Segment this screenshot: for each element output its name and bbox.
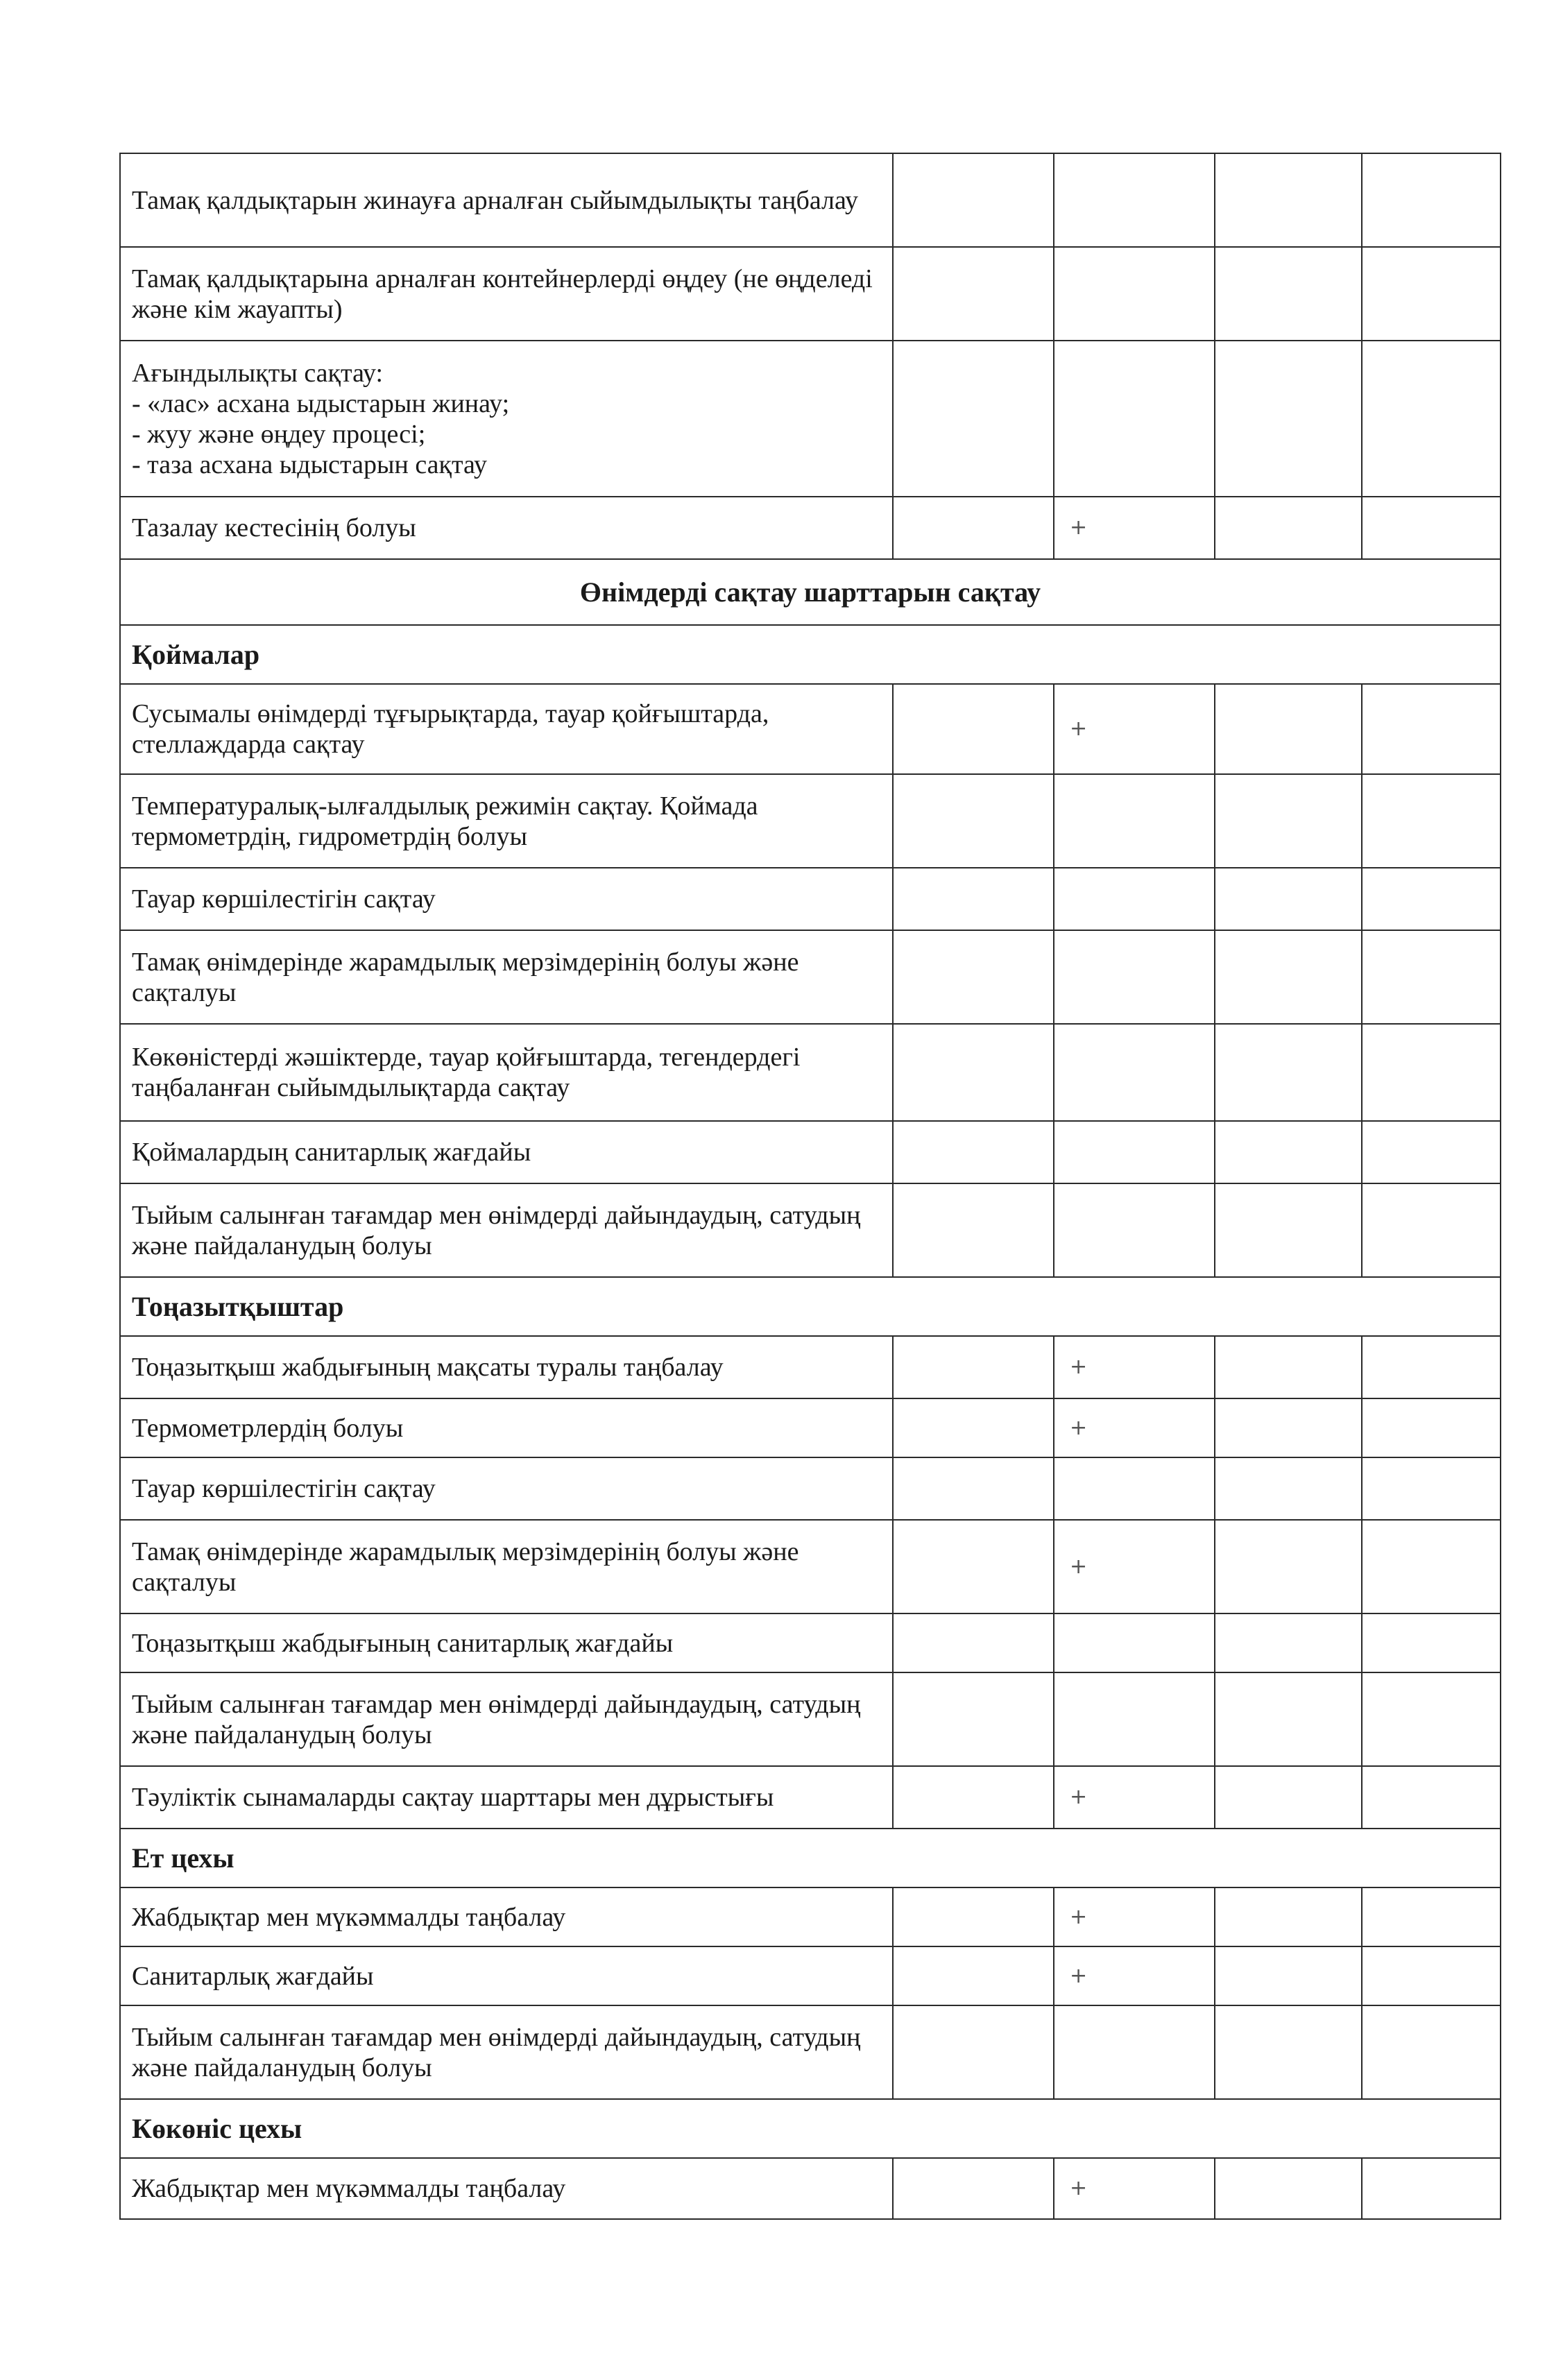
mark-cell-2 — [1054, 341, 1215, 497]
subsection-header-row — [120, 1829, 1501, 1887]
mark-cell-3 — [1215, 1766, 1362, 1829]
table-row — [120, 1946, 1501, 2005]
mark-cell-3 — [1215, 1672, 1362, 1766]
mark-cell-3 — [1215, 684, 1362, 774]
requirement-cell: Тауар көршілестігін сақтау — [120, 1457, 893, 1520]
requirement-cell: Тыйым салынған тағамдар мен өнімдерді дайындаудың, сатудың және пайдаланудың болуы — [120, 2005, 893, 2099]
mark-cell-2 — [1054, 1183, 1215, 1277]
section-header-row — [120, 559, 1501, 625]
mark-cell-2 — [1054, 1121, 1215, 1183]
subsection-title: Көкөніс цехы — [120, 2099, 1501, 2158]
requirement-cell: Ағындылықты сақтау: - «лас» асхана ыдыстарын жинау; - жуу және өңдеу процесі; - таза асхана ыдыстарын сақтау — [120, 341, 893, 497]
mark-cell-4 — [1362, 1672, 1501, 1766]
mark-cell-1 — [893, 930, 1054, 1024]
mark-cell-1 — [893, 1672, 1054, 1766]
checklist-table — [119, 153, 1501, 2220]
requirement-cell: Сусымалы өнімдерді тұғырықтарда, тауар қойғыштарда, стеллаждарда сақтау — [120, 684, 893, 774]
mark-cell-4 — [1362, 1398, 1501, 1457]
mark-cell-4 — [1362, 1457, 1501, 1520]
mark-cell-2 — [1054, 774, 1215, 868]
requirement-cell: Жабдықтар мен мүкәммалды таңбалау — [120, 2158, 893, 2219]
table-row — [120, 1766, 1501, 1829]
table-row — [120, 1121, 1501, 1183]
mark-cell-4 — [1362, 1766, 1501, 1829]
mark-cell-3 — [1215, 1946, 1362, 2005]
table-row — [120, 341, 1501, 497]
mark-cell-3 — [1215, 1121, 1362, 1183]
mark-cell-1 — [893, 153, 1054, 247]
mark-cell-2 — [1054, 868, 1215, 930]
mark-cell-3 — [1215, 774, 1362, 868]
requirement-cell: Тауар көршілестігін сақтау — [120, 868, 893, 930]
mark-cell-3 — [1215, 1024, 1362, 1121]
mark-cell-2: + — [1054, 684, 1215, 774]
table-row — [120, 774, 1501, 868]
mark-cell-3 — [1215, 1183, 1362, 1277]
mark-cell-2 — [1054, 1457, 1215, 1520]
mark-cell-1 — [893, 1183, 1054, 1277]
requirement-cell: Тамақ өнімдерінде жарамдылық мерзімдерінің болуы және сақталуы — [120, 930, 893, 1024]
mark-cell-1 — [893, 1398, 1054, 1457]
mark-cell-1 — [893, 2005, 1054, 2099]
mark-cell-1 — [893, 868, 1054, 930]
mark-cell-1 — [893, 1946, 1054, 2005]
subsection-header-row — [120, 625, 1501, 684]
mark-cell-2 — [1054, 153, 1215, 247]
mark-cell-4 — [1362, 1024, 1501, 1121]
table-body — [120, 153, 1501, 2219]
mark-cell-3 — [1215, 153, 1362, 247]
table-row — [120, 1672, 1501, 1766]
mark-cell-1 — [893, 1457, 1054, 1520]
requirement-cell: Температуралық-ылғалдылық режимін сақтау. Қоймада термометрдің, гидрометрдің болуы — [120, 774, 893, 868]
table-row — [120, 247, 1501, 341]
table-row — [120, 153, 1501, 247]
subsection-title: Тоңазытқыштар — [120, 1277, 1501, 1336]
mark-cell-3 — [1215, 1398, 1362, 1457]
mark-cell-4 — [1362, 2005, 1501, 2099]
mark-cell-1 — [893, 1766, 1054, 1829]
mark-cell-3 — [1215, 1336, 1362, 1398]
subsection-title: Ет цехы — [120, 1829, 1501, 1887]
table-row — [120, 684, 1501, 774]
table-row — [120, 1613, 1501, 1672]
mark-cell-2: + — [1054, 497, 1215, 559]
subsection-title: Қоймалар — [120, 625, 1501, 684]
table-row — [120, 1887, 1501, 1946]
mark-cell-2: + — [1054, 1766, 1215, 1829]
mark-cell-1 — [893, 1520, 1054, 1613]
mark-cell-3 — [1215, 1887, 1362, 1946]
requirement-cell: Тамақ өнімдерінде жарамдылық мерзімдерінің болуы және сақталуы — [120, 1520, 893, 1613]
mark-cell-1 — [893, 1336, 1054, 1398]
mark-cell-1 — [893, 2158, 1054, 2219]
mark-cell-3 — [1215, 868, 1362, 930]
requirement-cell: Тыйым салынған тағамдар мен өнімдерді дайындаудың, сатудың және пайдаланудың болуы — [120, 1672, 893, 1766]
table-row — [120, 2005, 1501, 2099]
requirement-cell: Көкөністерді жәшіктерде, тауар қойғыштарда, тегендердегі таңбаланған сыйымдылықтарда сақтау — [120, 1024, 893, 1121]
mark-cell-2: + — [1054, 1520, 1215, 1613]
section-title: Өнімдерді сақтау шарттарын сақтау — [120, 559, 1501, 625]
mark-cell-1 — [893, 1024, 1054, 1121]
mark-cell-4 — [1362, 1336, 1501, 1398]
mark-cell-2: + — [1054, 1887, 1215, 1946]
mark-cell-1 — [893, 247, 1054, 341]
mark-cell-4 — [1362, 153, 1501, 247]
mark-cell-4 — [1362, 341, 1501, 497]
mark-cell-2: + — [1054, 1946, 1215, 2005]
mark-cell-4 — [1362, 930, 1501, 1024]
mark-cell-4 — [1362, 1946, 1501, 2005]
mark-cell-1 — [893, 774, 1054, 868]
mark-cell-4 — [1362, 247, 1501, 341]
requirement-cell: Санитарлық жағдайы — [120, 1946, 893, 2005]
table-row — [120, 1520, 1501, 1613]
mark-cell-1 — [893, 497, 1054, 559]
mark-cell-1 — [893, 684, 1054, 774]
mark-cell-4 — [1362, 1520, 1501, 1613]
mark-cell-1 — [893, 341, 1054, 497]
mark-cell-2: + — [1054, 1398, 1215, 1457]
requirement-cell: Тазалау кестесінің болуы — [120, 497, 893, 559]
mark-cell-2: + — [1054, 2158, 1215, 2219]
mark-cell-4 — [1362, 497, 1501, 559]
mark-cell-4 — [1362, 1183, 1501, 1277]
mark-cell-2 — [1054, 2005, 1215, 2099]
table-row — [120, 1183, 1501, 1277]
mark-cell-3 — [1215, 247, 1362, 341]
mark-cell-3 — [1215, 1457, 1362, 1520]
requirement-cell: Термометрлердің болуы — [120, 1398, 893, 1457]
mark-cell-3 — [1215, 2005, 1362, 2099]
mark-cell-3 — [1215, 1520, 1362, 1613]
mark-cell-3 — [1215, 2158, 1362, 2219]
mark-cell-4 — [1362, 774, 1501, 868]
table-row — [120, 1024, 1501, 1121]
requirement-cell: Тоңазытқыш жабдығының мақсаты туралы таңбалау — [120, 1336, 893, 1398]
table-row — [120, 868, 1501, 930]
mark-cell-2 — [1054, 1613, 1215, 1672]
mark-cell-2 — [1054, 1024, 1215, 1121]
mark-cell-3 — [1215, 497, 1362, 559]
mark-cell-4 — [1362, 1121, 1501, 1183]
requirement-cell: Қоймалардың санитарлық жағдайы — [120, 1121, 893, 1183]
table-row — [120, 1398, 1501, 1457]
mark-cell-2 — [1054, 930, 1215, 1024]
mark-cell-1 — [893, 1887, 1054, 1946]
subsection-header-row — [120, 1277, 1501, 1336]
mark-cell-3 — [1215, 1613, 1362, 1672]
mark-cell-3 — [1215, 930, 1362, 1024]
requirement-cell: Тамақ қалдықтарына арналған контейнерлерді өңдеу (не өңделеді және кім жауапты) — [120, 247, 893, 341]
table-row — [120, 1457, 1501, 1520]
subsection-header-row — [120, 2099, 1501, 2158]
requirement-cell: Тыйым салынған тағамдар мен өнімдерді дайындаудың, сатудың және пайдаланудың болуы — [120, 1183, 893, 1277]
mark-cell-1 — [893, 1613, 1054, 1672]
mark-cell-4 — [1362, 1887, 1501, 1946]
table-row — [120, 497, 1501, 559]
table-row — [120, 2158, 1501, 2219]
table-row — [120, 1336, 1501, 1398]
mark-cell-4 — [1362, 2158, 1501, 2219]
mark-cell-1 — [893, 1121, 1054, 1183]
mark-cell-2 — [1054, 247, 1215, 341]
table-row — [120, 930, 1501, 1024]
mark-cell-3 — [1215, 341, 1362, 497]
requirement-cell: Жабдықтар мен мүкәммалды таңбалау — [120, 1887, 893, 1946]
mark-cell-4 — [1362, 868, 1501, 930]
requirement-cell: Тәуліктік сынамаларды сақтау шарттары мен дұрыстығы — [120, 1766, 893, 1829]
mark-cell-2: + — [1054, 1336, 1215, 1398]
requirement-cell: Тамақ қалдықтарын жинауға арналған сыйымдылықты таңбалау — [120, 153, 893, 247]
mark-cell-2 — [1054, 1672, 1215, 1766]
mark-cell-4 — [1362, 1613, 1501, 1672]
mark-cell-4 — [1362, 684, 1501, 774]
requirement-cell: Тоңазытқыш жабдығының санитарлық жағдайы — [120, 1613, 893, 1672]
